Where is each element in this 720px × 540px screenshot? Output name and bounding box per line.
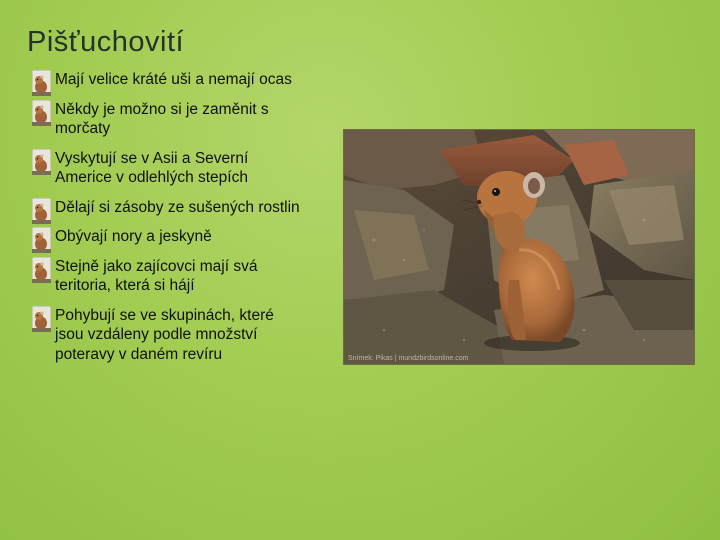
bullet-list: [30, 70, 305, 374]
bullet-text: Stejně jako zajícovci mají svá teritoria, která si hájí: [55, 257, 258, 294]
bullet-item: [30, 198, 305, 218]
pika-bullet-icon: [32, 227, 51, 253]
bullet-item: [30, 227, 305, 247]
bullet-text: Někdy je možno si je zaměnit s morčaty: [55, 100, 269, 137]
pika-bullet-icon: [32, 100, 51, 126]
pika-photo: [343, 129, 695, 365]
pika-bullet-icon: [32, 70, 51, 96]
slide-title: Pišťuchovití: [27, 26, 185, 58]
pika-bullet-icon: [32, 198, 51, 224]
bullet-text: Obývají nory a jeskyně: [55, 228, 212, 245]
bullet-text: Dělají si zásoby ze sušených rostlin: [55, 198, 300, 216]
bullet-text: Mají velice kráté uši a nemají ocas: [55, 71, 292, 88]
bullet-item: [30, 306, 305, 365]
bullet-item: [30, 257, 305, 296]
photo-watermark: Snímek: Pikas | mundzbirdsonline.com: [348, 355, 469, 362]
pika-bullet-icon: [32, 257, 51, 283]
pika-bullet-icon: [32, 306, 51, 332]
bullet-item: [30, 100, 305, 139]
bullet-text: Pohybují se ve skupinách, které jsou vzdáleny podle množství poteravy v daném revíru: [55, 306, 274, 363]
bullet-text: Vyskytují se v Asii a Severní Americe v odlehlých stepích: [55, 149, 249, 186]
bullet-item: [30, 149, 305, 188]
pika-bullet-icon: [32, 149, 51, 175]
bullet-item: [30, 70, 305, 90]
